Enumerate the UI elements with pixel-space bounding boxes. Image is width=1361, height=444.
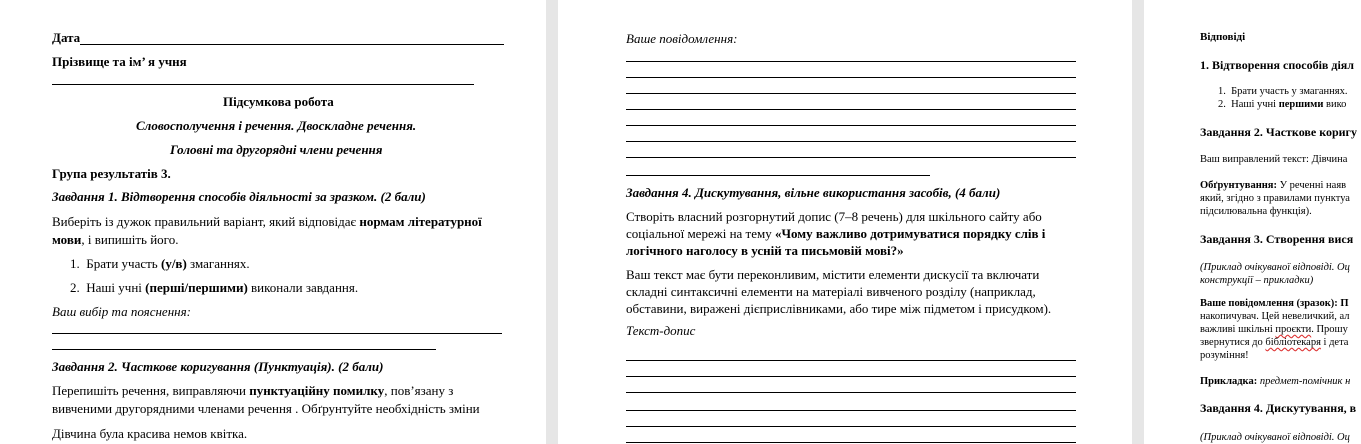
answer-section1-heading: 1. Відтворення способів діял: [1200, 58, 1355, 72]
work-subtitle-2: Головні та другорядні члени речення: [170, 142, 383, 157]
task4-paragraph2-line1: Ваш текст має бути переконливим, містити елементи дискусії та включати: [626, 267, 1040, 282]
sample-message-line5: розуміння!: [1200, 350, 1249, 361]
answer-section3-heading: Завдання 3. Створення вися: [1200, 232, 1354, 246]
writing-line: [626, 426, 1076, 427]
task1-item-2: 2. Наші учні (перші/першими) виконали завдання.: [70, 280, 359, 295]
task4-paragraph1-line2: соціальної мережі на тему «Чому важливо дотримуватися порядку слів і: [626, 226, 1046, 241]
task1-instruction-line1: Виберіть із дужок правильний варіант, який відповідає нормам літературної: [52, 214, 482, 229]
writing-line: [626, 77, 1076, 78]
task4-heading: Завдання 4. Дискутування, вільне використання засобів, (4 бали): [626, 185, 1001, 200]
corrected-text: Ваш виправлений текст: Дівчина: [1200, 154, 1348, 165]
answer-section2-heading: Завдання 2. Часткове коригу: [1200, 125, 1357, 139]
task4-paragraph1-line3: логічного наголосу в усній та письмовій мові?»: [626, 243, 904, 258]
task1-heading: Завдання 1. Відтворення способів діяльності за зразком. (2 бали): [52, 189, 426, 204]
writing-line: [626, 376, 1076, 377]
sample-message-line3: важливі шкільні проєкти. Прошу: [1200, 324, 1348, 335]
document-page-1: [0, 0, 546, 444]
work-subtitle-1: Словосполучення і речення. Двоскладне речення.: [136, 118, 417, 133]
work-title: Підсумкова робота: [223, 94, 334, 109]
task4-paragraph1-line1: Створіть власний розгорнутий допис (7–8 речень) для шкільного сайту або: [626, 209, 1042, 224]
writing-line: [626, 157, 1076, 158]
date-label: Дата: [52, 30, 81, 45]
answer-item-2: 2. Наші учні першими вико: [1218, 99, 1347, 110]
name-label: Прізвище та ім’ я учня: [52, 54, 187, 69]
example-note-2: (Приклад очікуваної відповіді. Оц: [1200, 432, 1350, 443]
document-page-3: [1144, 0, 1361, 444]
task1-item-1: 1. Брати участь (у/в) змаганнях.: [70, 256, 250, 271]
sample-message-line2: накопичувач. Цей невеличкий, ал: [1200, 311, 1350, 322]
writing-line: [626, 125, 1076, 126]
sample-message-line4: звернутися до бібліотекаря і дета: [1200, 337, 1349, 348]
writing-line: [626, 109, 1076, 110]
text-post-label: Текст-допис: [626, 323, 696, 338]
answer-section4-heading: Завдання 4. Дискутування, в: [1200, 401, 1357, 415]
justification-line2: який, згідно з правилами пунктуа: [1200, 193, 1350, 204]
message-label: Ваше повідомлення:: [626, 31, 738, 46]
task2-heading: Завдання 2. Часткове коригування (Пунктуація). (2 бали): [52, 359, 384, 374]
sample-message-line1: Ваше повідомлення (зразок): П: [1200, 298, 1349, 309]
choice-explanation-label: Ваш вибір та пояснення:: [52, 304, 191, 319]
justification-line3: підсилювальна функція).: [1200, 206, 1312, 217]
task2-instruction-line1: Перепишіть речення, виправляючи пунктуаційну помилку, пов’язану з: [52, 383, 454, 398]
writing-line: [626, 93, 1076, 94]
writing-line: [626, 360, 1076, 361]
task1-instruction-line2: мови, і випишіть його.: [52, 232, 179, 247]
writing-line: [626, 175, 930, 176]
task4-paragraph2-line2: складні синтаксичні елементи на матеріалі вивченого розділу (наприклад,: [626, 284, 1036, 299]
writing-line: [626, 141, 1076, 142]
task4-paragraph2-line3: обставини, виражені дієприслівниками, або тире між підметом і присудком).: [626, 301, 1052, 316]
answer-item-1: 1. Брати участь у змаганнях.: [1218, 86, 1348, 97]
answer-line-1: [52, 333, 502, 334]
name-blank-line: [52, 84, 474, 85]
answer-line-2: [52, 349, 436, 350]
example-note-1-line1: (Приклад очікуваної відповіді. Оц: [1200, 262, 1350, 273]
writing-line: [626, 442, 1076, 443]
results-group-label: Група результатів 3.: [52, 166, 171, 181]
task2-sentence: Дівчина була красива немов квітка.: [52, 426, 248, 441]
document-page-2: [558, 0, 1132, 444]
justification-line1: Обґрунтування: У реченні наяв: [1200, 180, 1347, 191]
writing-line: [626, 392, 1076, 393]
example-note-1-line2: конструкції – прикладки): [1200, 275, 1314, 286]
writing-line: [626, 410, 1076, 411]
task2-instruction-line2: вивченими другорядними членами речення . Обґрунтуйте необхідність зміни: [52, 401, 480, 416]
writing-line: [626, 61, 1076, 62]
date-blank-line: [80, 44, 504, 45]
answers-title: Відповіді: [1200, 31, 1246, 43]
examples-line: Прикладка: предмет-помічник н: [1200, 376, 1351, 387]
